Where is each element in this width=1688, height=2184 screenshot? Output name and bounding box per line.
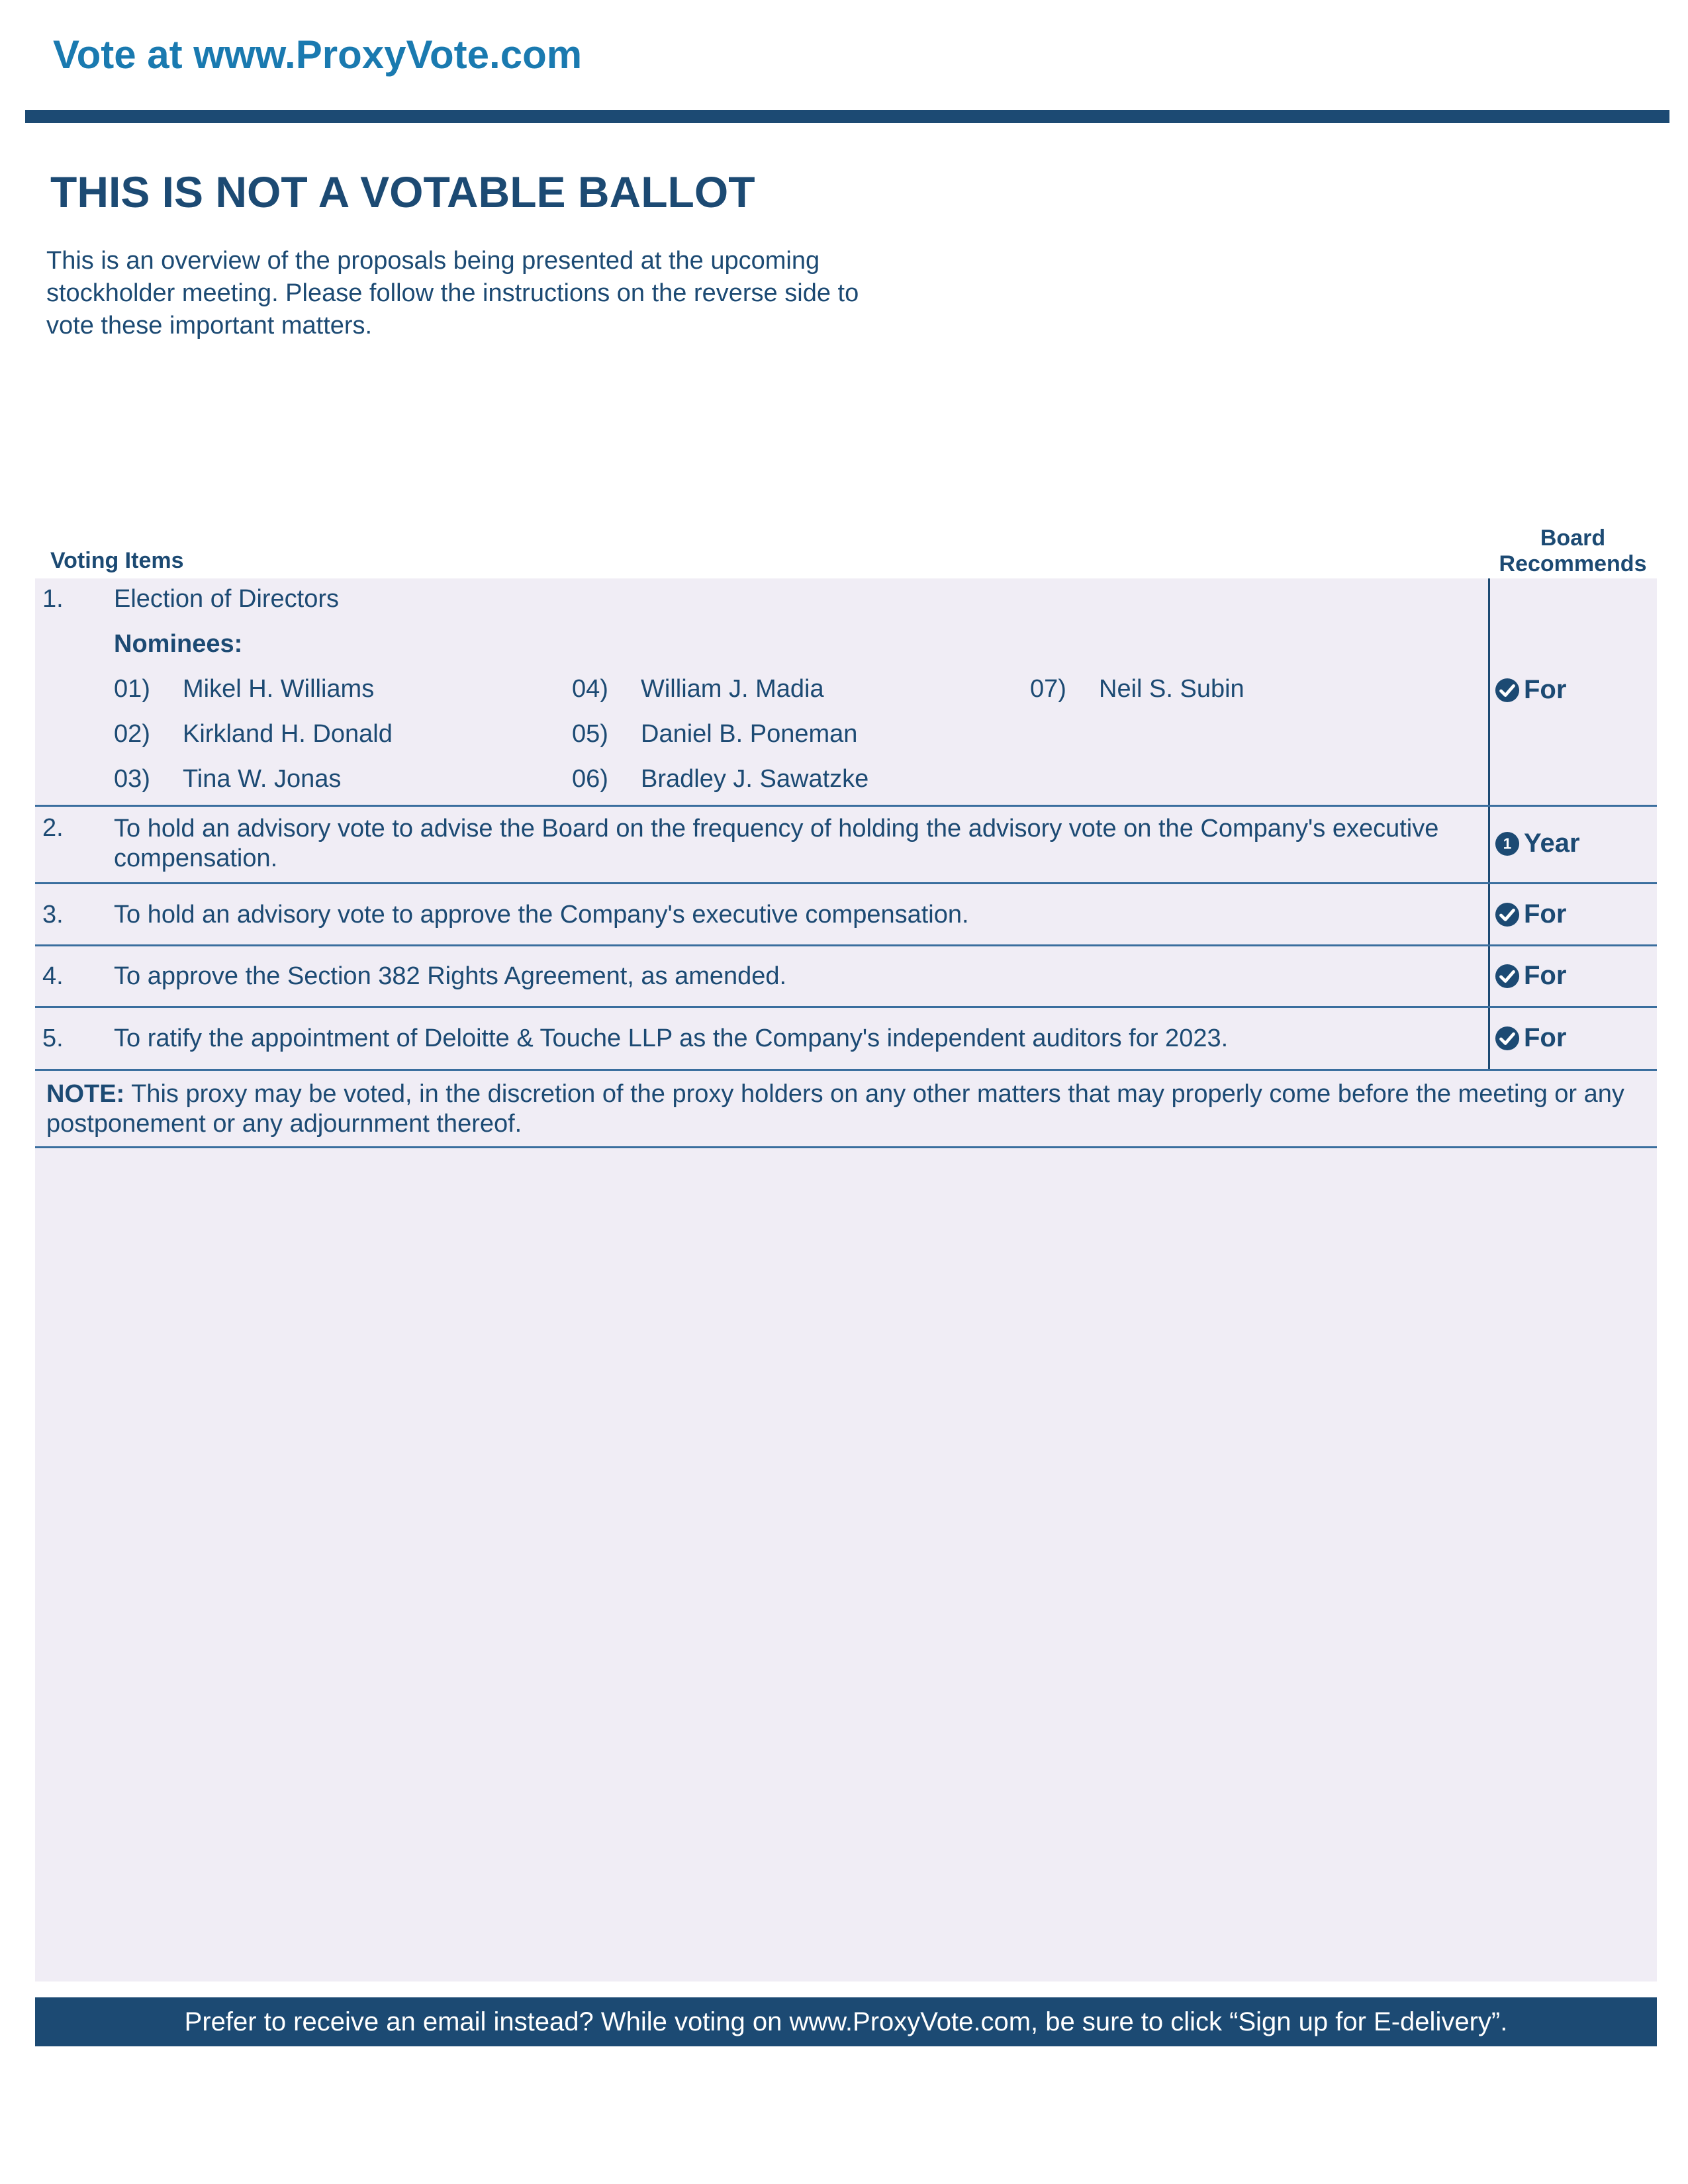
nominee-number: 02)	[114, 720, 150, 748]
number-one-circle-icon	[1495, 831, 1520, 856]
row-divider	[35, 1006, 1657, 1008]
top-rule	[25, 110, 1669, 123]
row-divider	[35, 805, 1657, 807]
nominee-number: 07)	[1030, 675, 1066, 703]
item2-recommendation	[1495, 829, 1580, 858]
check-circle-icon	[1495, 902, 1520, 927]
nominee-name: Daniel B. Poneman	[641, 720, 858, 748]
nominee-number: 05)	[572, 720, 608, 748]
recommendation-label: For	[1524, 675, 1567, 704]
nominee-number: 04)	[572, 675, 608, 703]
check-circle-icon	[1495, 678, 1520, 703]
item4-text: To approve the Section 382 Rights Agreement, as amended.	[114, 962, 787, 990]
intro-text: This is an overview of the proposals being presented at the upcoming stockholder meeting. Please follow the instructions on the reverse side to vote these important matters.	[46, 247, 859, 340]
edelivery-text: Prefer to receive an email instead? While voting on www.ProxyVote.com, be sure to click “Sign up for E-delivery”.	[184, 2007, 1508, 2036]
voting-items-header: Voting Items	[50, 548, 184, 573]
item2-number: 2.	[42, 814, 64, 842]
recommendation-label: For	[1524, 1023, 1567, 1052]
item1-recommendation	[1495, 675, 1566, 705]
item4-recommendation	[1495, 961, 1566, 991]
item5-number: 5.	[42, 1024, 64, 1052]
nominee-name: Tina W. Jonas	[183, 765, 342, 793]
item1-text: Election of Directors	[114, 585, 340, 613]
item5-recommendation	[1495, 1023, 1566, 1053]
item3-text: To hold an advisory vote to approve the Company's executive compensation.	[114, 901, 969, 929]
board-recommends-header: Board Recommends	[1499, 525, 1647, 576]
proxy-note	[46, 1079, 1648, 1139]
note-text: This proxy may be voted, in the discretion of the proxy holders on any other matters that may properly come before the meeting or any postponement or any adjournment thereof.	[46, 1080, 1624, 1138]
item4-number: 4.	[42, 962, 64, 990]
row-divider	[35, 882, 1657, 884]
item2-text: To hold an advisory vote to advise the Board on the frequency of holding the advisory vote on the Company's executive compensation.	[114, 815, 1439, 872]
recommendation-divider	[1488, 578, 1490, 1071]
row-divider	[35, 1069, 1657, 1071]
nominee-name: Kirkland H. Donald	[183, 720, 393, 748]
nominee-name: Bradley J. Sawatzke	[641, 765, 869, 793]
nominee-name: Neil S. Subin	[1099, 675, 1244, 703]
note-label: NOTE:	[46, 1080, 125, 1108]
item3-recommendation	[1495, 899, 1566, 929]
site-link[interactable]: Vote at www.ProxyVote.com	[53, 32, 583, 77]
recommendation-label: For	[1524, 899, 1567, 929]
nominee-number: 06)	[572, 765, 608, 793]
nominee-name: William J. Madia	[641, 675, 824, 703]
nominee-number: 01)	[114, 675, 150, 703]
item3-number: 3.	[42, 901, 64, 929]
item1-number: 1.	[42, 585, 64, 613]
edelivery-banner	[35, 1997, 1657, 2046]
nominees-label: Nominees:	[114, 630, 243, 658]
page-title: THIS IS NOT A VOTABLE BALLOT	[50, 167, 755, 216]
recommendation-label: Year	[1524, 829, 1580, 858]
nominee-number: 03)	[114, 765, 150, 793]
badge-number: 1	[1503, 835, 1512, 852]
item5-text: To ratify the appointment of Deloitte & Touche LLP as the Company's independent auditors for 2023.	[114, 1024, 1229, 1052]
row-divider	[35, 944, 1657, 946]
check-circle-icon	[1495, 1026, 1520, 1051]
nominee-name: Mikel H. Williams	[183, 675, 375, 703]
recommendation-label: For	[1524, 961, 1567, 990]
check-circle-icon	[1495, 964, 1520, 989]
row-divider	[35, 1146, 1657, 1148]
